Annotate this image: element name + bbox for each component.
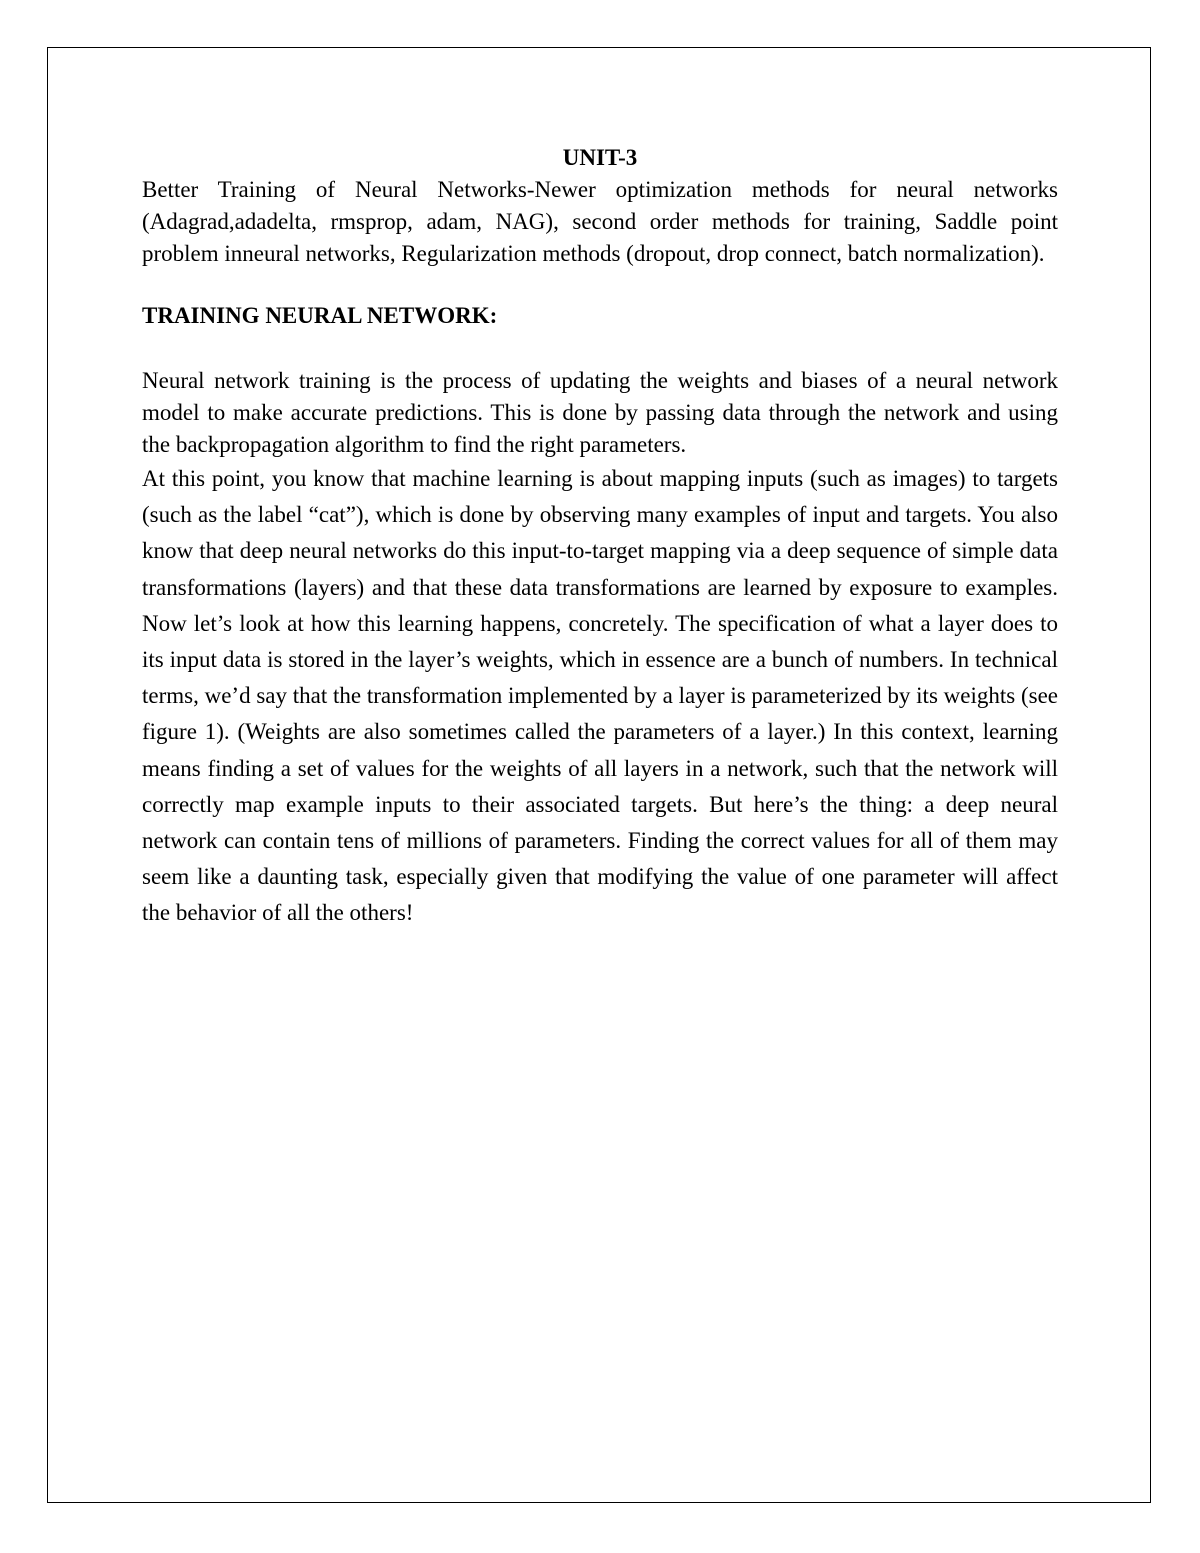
syllabus-paragraph: Better Training of Neural Networks-Newer optimization methods for neural networks (Adagrad,adadelta, rmsprop, adam, NAG), second order methods for training, Saddle point problem inneural networks, Regularization methods (dropout, drop connect, batch normalization). <box>142 177 1058 266</box>
document-content <box>142 142 1058 932</box>
section-heading: TRAINING NEURAL NETWORK: <box>142 303 498 328</box>
body-paragraph: At this point, you know that machine learning is about mapping inputs (such as images) to targets (such as the label “cat”), which is done by observing many examples of input and targets. You also know that deep neural networks do this input-to-target mapping via a deep sequence of simple data transformations (layers) and that these data transformations are learned by exposure to examples. Now let’s look at how this learning happens, concretely. The specification of what a layer does to its input data is stored in the layer’s weights, which in essence are a bunch of numbers. In technical terms, we’d say that the transformation implemented by a layer is parameterized by its weights (see figure 1). (Weights are also sometimes called the parameters of a layer.) In this context, learning means finding a set of values for the weights of all layers in a network, such that the network will correctly map example inputs to their associated targets. But here’s the thing: a deep neural network can contain tens of millions of parameters. Finding the correct values for all of them may seem like a daunting task, especially given that modifying the value of one parameter will affect the behavior of all the others! <box>142 466 1058 926</box>
unit-title: UNIT-3 <box>562 145 638 170</box>
intro-paragraph: Neural network training is the process of updating the weights and biases of a neural network model to make accurate predictions. This is done by passing data through the network and using the backpropagation algorithm to find the right parameters. <box>142 368 1058 457</box>
